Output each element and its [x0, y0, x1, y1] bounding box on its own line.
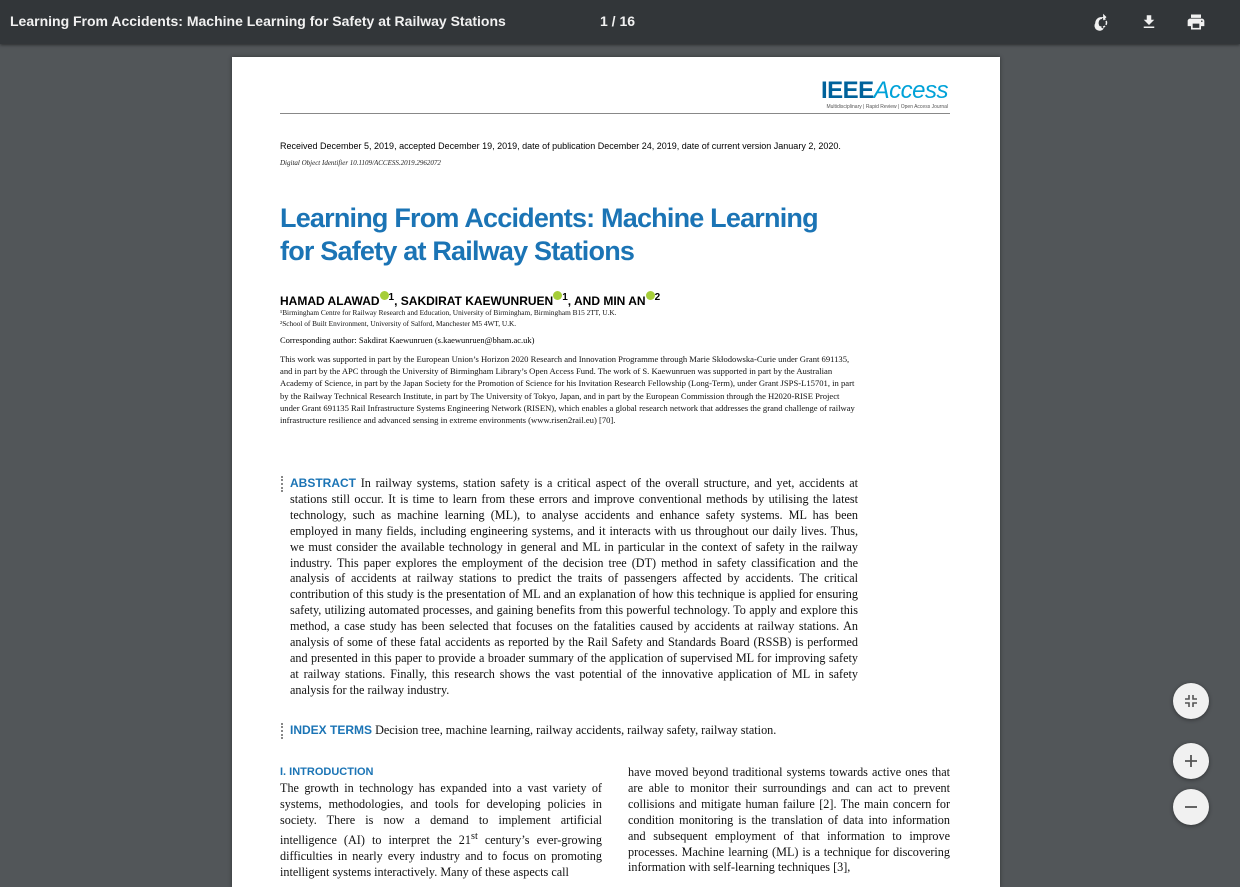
abstract — [290, 476, 858, 699]
orcid-icon[interactable] — [380, 291, 389, 300]
abstract-label: ABSTRACT — [290, 476, 356, 490]
abstract-marker — [281, 476, 285, 492]
affiliation-1: ¹Birmingham Centre for Railway Research and Education, University of Birmingham, Birmingham B15 2TT, U.K. — [280, 308, 617, 317]
index-terms-label: INDEX TERMS — [290, 723, 373, 737]
zoom-out-button[interactable] — [1173, 789, 1209, 825]
author-1-affil: 1 — [388, 292, 395, 303]
corresponding-author: Corresponding author: Sakdirat Kaewunruen (s.kaewunruen@bham.ac.uk) — [280, 335, 535, 345]
body-column-left — [280, 765, 602, 880]
doi: Digital Object Identifier 10.1109/ACCESS.2019.2962072 — [280, 159, 441, 167]
funding-statement: This work was supported in part by the European Union’s Horizon 2020 Research and Innovation Programme through Marie Skłodowska-Curie under Grant 691135, and in part by the APC through the University of Birmingham Library’s Open Access Fund. The work of S. Kaewunruen was supported in part by the Australian Academy of Science, in part by the Japan Society for the Promotion of Science for his Invitation Research Fellowship (Long-Term), under Grant JSPS-L15701, in part by the Railway Technical Research Institute, in part by The University of Tokyo, Japan, and in part by the European Commission through the H2020-RISE Project under Grant 691135 Rail Infrastructure Systems Engineering Network (RISEN), which enables a global research network that addresses the grand challenge of railway infrastructure resilience and advanced sensing in extreme environments (www.risen2rail.eu) [70]. — [280, 354, 855, 426]
document-title: Learning From Accidents: Machine Learning for Safety at Railway Stations — [10, 13, 506, 29]
author-2: , SAKDIRAT KAEWUNRUEN — [394, 294, 554, 308]
index-terms — [290, 723, 890, 738]
orcid-icon[interactable] — [553, 291, 562, 300]
author-2-affil: 1 — [562, 292, 568, 303]
index-terms-text: Decision tree, machine learning, railway accidents, railway safety, railway station. — [375, 723, 777, 737]
index-terms-marker — [281, 723, 285, 739]
header-rule — [280, 113, 950, 114]
fit-to-page-icon — [1183, 693, 1199, 709]
download-icon — [1140, 13, 1158, 31]
section-heading: I. INTRODUCTION — [280, 766, 374, 778]
print-icon — [1186, 12, 1206, 32]
logo-tagline: Multidisciplinary | Rapid Review | Open Access Journal — [826, 104, 948, 110]
author-3: , AND MIN AN — [567, 294, 646, 308]
title-line-2: for Safety at Railway Stations — [280, 236, 635, 266]
intro-superscript: st — [471, 830, 478, 842]
print-button[interactable] — [1182, 8, 1210, 36]
logo-access: Access — [873, 77, 948, 104]
minus-icon — [1184, 800, 1198, 814]
page-indicator[interactable]: 1 / 16 — [600, 13, 636, 29]
body-column-right: have moved beyond traditional systems towards active ones that are able to monitor their surroundings and can act to prevent collisions and mitigate human failure [2]. The main concern for condition monitoring is the translation of data into information and subsequent employment of that information to improve processes. Machine learning (ML) is a technique for discovering information with self-learning techniques [3], — [628, 765, 950, 875]
pdf-page — [232, 57, 1000, 887]
author-1: HAMAD ALAWAD — [280, 294, 380, 308]
rotate-button[interactable] — [1088, 8, 1116, 36]
pdf-toolbar — [0, 0, 1240, 44]
paper-title — [280, 202, 840, 268]
received-dates: Received December 5, 2019, accepted December 19, 2019, date of publication December 24, 2019, date of current version January 2, 2020. — [280, 141, 841, 151]
abstract-text: In railway systems, station safety is a critical aspect of the overall structure, and yet, accidents at stations still occur. It is time to learn from these errors and improve conventional methods by utilising the latest technology, such as machine learning (ML), to analyse accidents and enhance safety systems. ML has been employed in many fields, including engineering systems, and it interacts with us throughout our daily lives. Thus, we must consider the available technology in general and ML in particular in the context of safety in the railway industry. This paper explores the employment of the decision tree (DT) method in safety classification and the analysis of accidents at railway stations to predict the traits of passengers affected by accidents. The critical contribution of this study is the presentation of ML and an explanation of how this technique is applied for ensuring safety, utilizing automated processes, and gaining benefits from this powerful technology. To apply and explore this method, a case study has been selected that focuses on the fatalities caused by accidents at railway stations. An analysis of some of these fatal accidents as reported by the Rail Safety and Standards Board (RSSB) is performed and presented in this paper to provide a broader summary of the application of supervised ML for improving safety at railway stations. Finally, this research shows the vast potential of the innovative application of ML in safety analysis for the railway industry. — [290, 476, 859, 697]
rotate-icon — [1093, 13, 1111, 31]
plus-icon — [1184, 754, 1198, 768]
title-line-1: Learning From Accidents: Machine Learning — [280, 203, 818, 233]
intro-text-a: The growth in technology has expanded into a vast variety of systems, methodologies, and tools for developing policies in society. There is now a demand to implement artificial intelligence (AI) to interpret the 21 — [280, 780, 602, 847]
author-list — [280, 292, 660, 308]
zoom-in-button[interactable] — [1173, 743, 1209, 779]
journal-logo — [821, 77, 948, 110]
logo-ieee: IEEE — [820, 77, 874, 104]
download-button[interactable] — [1135, 8, 1163, 36]
affiliation-2: ²School of Built Environment, University of Salford, Manchester M5 4WT, U.K. — [280, 319, 517, 328]
orcid-icon[interactable] — [646, 291, 655, 300]
fit-page-button[interactable] — [1173, 683, 1209, 719]
intro-text-b: century’s ever-growing difficulties in nearly every industry and to focus on promoting intelligent systems interactively. Many of these aspects call — [280, 832, 602, 879]
author-3-affil: 2 — [654, 292, 661, 303]
